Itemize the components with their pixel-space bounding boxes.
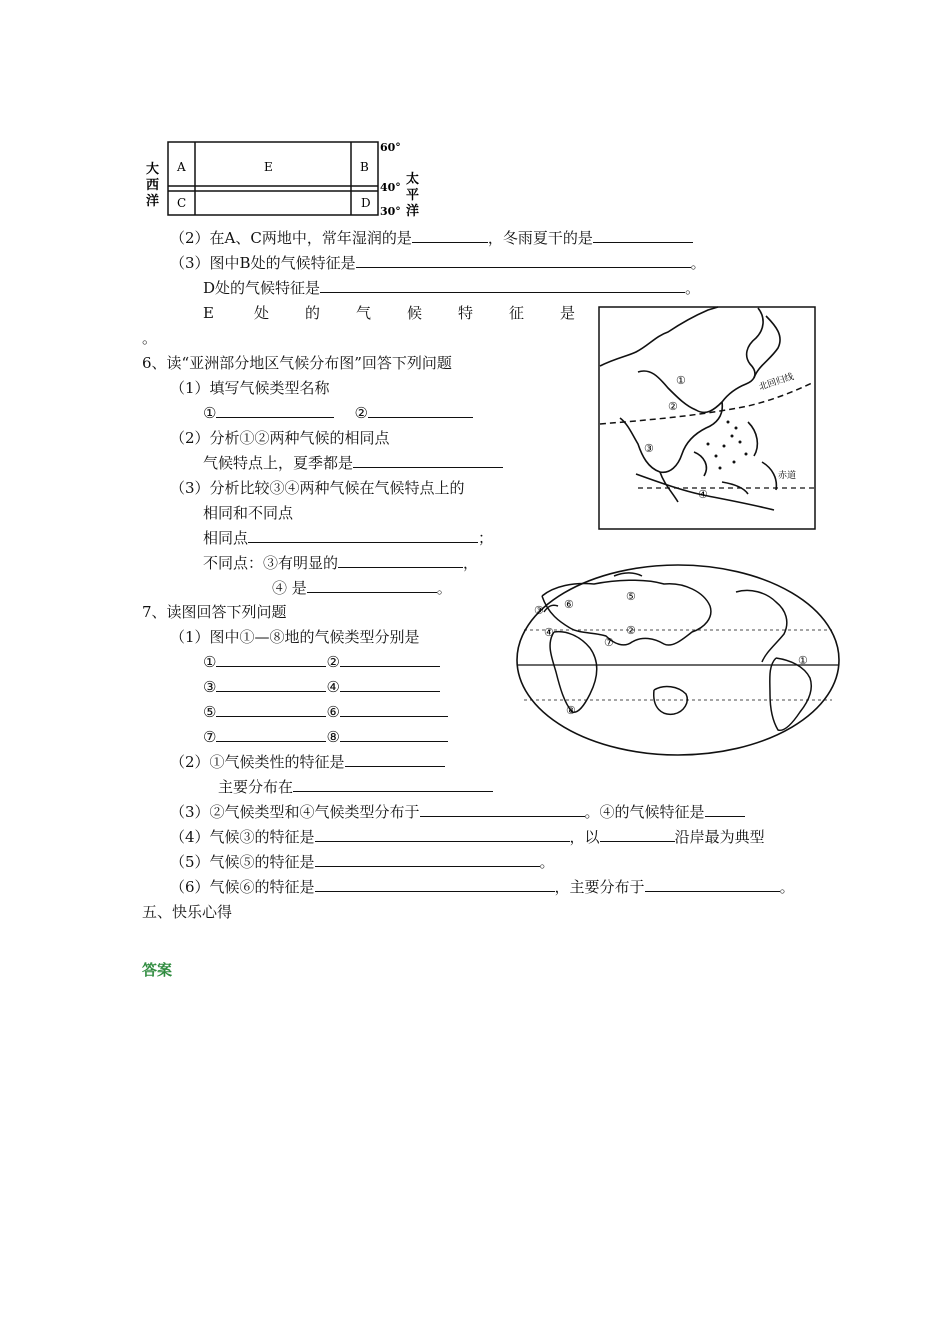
world-marker-1: ① <box>798 654 808 667</box>
asia-marker-4: ④ <box>698 488 708 501</box>
q7-blank-7[interactable] <box>216 727 326 742</box>
q6-part3-b: 相同和不同点 <box>203 504 294 522</box>
q6-four-blank[interactable] <box>307 578 437 593</box>
q6-four-line: ④ 是 。 <box>272 579 452 597</box>
answer-heading: 答案 <box>142 961 173 979</box>
world-marker-3: ③ <box>534 604 544 617</box>
q7-climate6-region-blank[interactable] <box>645 877 780 892</box>
q7-blank-2[interactable] <box>340 652 440 667</box>
q7-climate6-feature-blank[interactable] <box>315 877 555 892</box>
tropic-of-cancer-label: 北回归线 <box>757 372 796 393</box>
world-marker-8: ⑧ <box>566 704 576 717</box>
q7-climate3-feature-blank[interactable] <box>315 827 570 842</box>
q7-blank-4[interactable] <box>340 677 440 692</box>
pacific-char-1: 太 <box>406 172 420 187</box>
q6-diff-blank[interactable] <box>338 553 463 568</box>
q7-coast-blank[interactable] <box>600 827 675 842</box>
q5-e-line: E 处 的 气 候 特 征 是 <box>203 304 576 322</box>
q6-summer-blank[interactable] <box>353 453 503 468</box>
asia-marker-2: ② <box>668 400 678 413</box>
q5-part3: （3）图中B处的气候特征是 。 <box>170 254 706 272</box>
world-climate-map <box>514 562 842 758</box>
q6-part3: （3）分析比较③④两种气候在气候特点上的 <box>170 479 465 497</box>
q7-part3: （3）②气候类型和④气候类型分布于 。④的气候特征是 <box>170 802 745 822</box>
pacific-char-2: 平 <box>406 188 420 203</box>
asia-marker-1: ① <box>676 374 686 387</box>
q7-blank-6[interactable] <box>340 702 448 717</box>
atlantic-char-3: 洋 <box>146 194 160 209</box>
q7-row-1-2: ① ② <box>203 652 440 672</box>
cell-a-label: A <box>177 160 186 174</box>
q5-part2: （2）在A、C两地中，常年湿润的是 ，冬雨夏干的是 <box>170 228 693 248</box>
q7-row-7-8: ⑦ ⑧ <box>203 727 448 747</box>
q7-distribution-blank[interactable] <box>420 802 585 817</box>
q6-part2-sub: 气候特点上，夏季都是 <box>203 453 503 473</box>
q7-row-5-6: ⑤ ⑥ <box>203 702 448 722</box>
asia-climate-map <box>598 306 816 530</box>
q7-blank-3[interactable] <box>216 677 326 692</box>
lat-40-label: 40° <box>380 181 401 194</box>
cell-e-label: E <box>264 160 273 174</box>
q6-climate2-blank[interactable] <box>368 403 473 418</box>
q6-same-blank[interactable] <box>248 528 478 543</box>
asia-marker-3: ③ <box>644 442 654 455</box>
atlantic-char-2: 西 <box>146 178 160 193</box>
q6-blanks-row: ① ② <box>203 403 473 423</box>
q7-climate4-feature-blank[interactable] <box>705 802 745 817</box>
equator-label: 赤道 <box>778 471 797 481</box>
q7-blank-1[interactable] <box>216 652 326 667</box>
q5-humid-blank[interactable] <box>412 228 488 243</box>
q7-part2: （2）①气候类性的特征是 <box>170 752 445 772</box>
q7-part5: （5）气候⑤的特征是 。 <box>170 853 555 871</box>
q6-title: 6、读“亚洲部分地区气候分布图”回答下列问题 <box>142 354 452 372</box>
q7-blank-5[interactable] <box>216 702 326 717</box>
cell-b-label: B <box>360 160 369 174</box>
q7-row-3-4: ③ ④ <box>203 677 440 697</box>
q6-part1: （1）填写气候类型名称 <box>170 379 330 397</box>
world-marker-2: ② <box>626 624 636 637</box>
q7-part2-sub: 主要分布在 <box>218 777 493 797</box>
q5-e-end: 。 <box>142 329 158 347</box>
section-5-heading: 五、快乐心得 <box>142 903 233 921</box>
q5-b-climate-blank[interactable] <box>356 253 691 268</box>
pacific-char-3: 洋 <box>406 204 420 219</box>
q5-d-climate-blank[interactable] <box>320 278 685 293</box>
lat-30-label: 30° <box>380 205 401 218</box>
continent-climate-diagram <box>140 135 420 220</box>
world-marker-7: ⑦ <box>604 636 614 649</box>
q7-climate5-feature-blank[interactable] <box>315 852 540 867</box>
q7-blank-8[interactable] <box>340 727 448 742</box>
q7-part1: （1）图中①—⑧地的气候类型分别是 <box>170 628 420 646</box>
cell-c-label: C <box>177 196 187 210</box>
lat-60-label: 60° <box>380 141 401 154</box>
cell-d-label: D <box>361 196 371 210</box>
q6-climate1-blank[interactable] <box>216 403 334 418</box>
q5-winter-rain-blank[interactable] <box>593 228 693 243</box>
world-marker-5: ⑤ <box>626 590 636 603</box>
q6-diff-line: 不同点：③有明显的 ， <box>203 554 479 572</box>
q7-climate1-feature-blank[interactable] <box>345 752 445 767</box>
q6-same-line: 相同点 ； <box>203 529 494 547</box>
q7-title: 7、读图回答下列问题 <box>142 603 287 621</box>
q7-part4: （4）气候③的特征是 ，以 沿岸最为典型 <box>170 828 765 846</box>
world-marker-4: ④ <box>544 626 554 639</box>
world-marker-6: ⑥ <box>564 598 574 611</box>
q7-climate1-region-blank[interactable] <box>293 777 493 792</box>
atlantic-char-1: 大 <box>146 162 160 177</box>
q5-d-line: D处的气候特征是 。 <box>203 279 701 297</box>
q6-part2: （2）分析①②两种气候的相同点 <box>170 429 390 447</box>
q7-part6: （6）气候⑥的特征是 ，主要分布于 。 <box>170 878 795 896</box>
